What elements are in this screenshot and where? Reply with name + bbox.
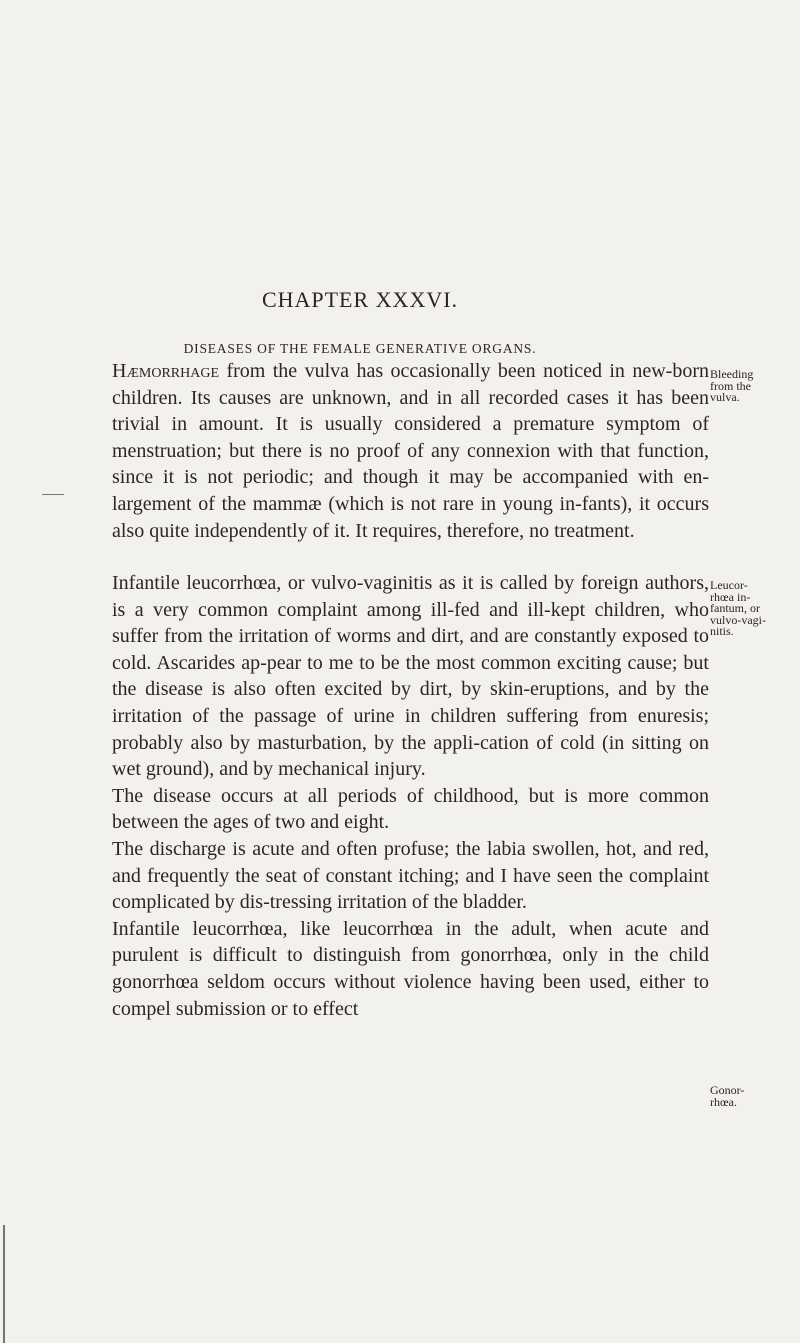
paragraph-leucorrhoea-gonorrhoea: Infantile leucorrhœa, like leucorrhœa in the adult, when acute and purulent is difficult to distinguish from gonorrhœa, only in the child gonorrhœa seldom occurs without violence having been used, either to compel submission or to effect [112,917,709,1020]
chapter-title: CHAPTER XXXVI. [261,287,459,312]
paragraph-text: from the vulva has occasionally been noticed in new-born children. Its causes are unknown, and in all recorded cases it has been trivial in amount. It is usually considered a premature symptom of menstruation; but there is no proof of any connexion with that function, since it is not periodic; and though it may be accompanied with en-largement of the mammæ (which is not rare in young in-fants), it occurs also quite independently of it. It requires, therefore, no treatment. [112,360,709,542]
paragraph-leucorrhoea-discharge: The discharge is acute and often profuse; the labia swollen, hot, and red, and frequently the seat of constant itching; and I have seen the complaint complicated by dis-tressing irritation of the bladder. [112,837,709,914]
binding-edge-mark [3,1225,5,1343]
section-leucorrhoea [112,570,709,1022]
margin-note-bleeding: Bleeding from the vulva. [710,367,754,404]
margin-note-leucorrhoea: Leucor- rhœa in- fantum, or vulvo-vagi- nitis. [710,578,766,638]
margin-note-gonorrhoea: Gonor- rhœa. [710,1083,745,1109]
paragraph-leucorrhoea-causes: Infantile leucorrhœa, or vulvo-vaginitis as it is called by foreign authors, is a very common complaint among ill-fed and ill-kept children, who suffer from the irritation of worms and dirt, and are constantly exposed to cold. Ascarides ap-pear to me to be the most common exciting cause; but the disease is also often excited by dirt, by skin-eruptions, and by the irritation of the passage of urine in children suffering from enuresis; probably also by masturbation, by the appli-cation of cold (in sitting on wet ground), and by mechanical injury. [112,572,709,781]
chapter-subtitle: DISEASES OF THE FEMALE GENERATIVE ORGANS. [183,341,537,356]
paragraph-leucorrhoea-age: The disease occurs at all periods of childhood, but is more common between the ages of two and eight. [112,784,709,834]
paragraph-haemorrhage [112,358,709,544]
margin-dash-mark [42,494,64,495]
lead-word: Hæmorrhage [112,360,220,382]
